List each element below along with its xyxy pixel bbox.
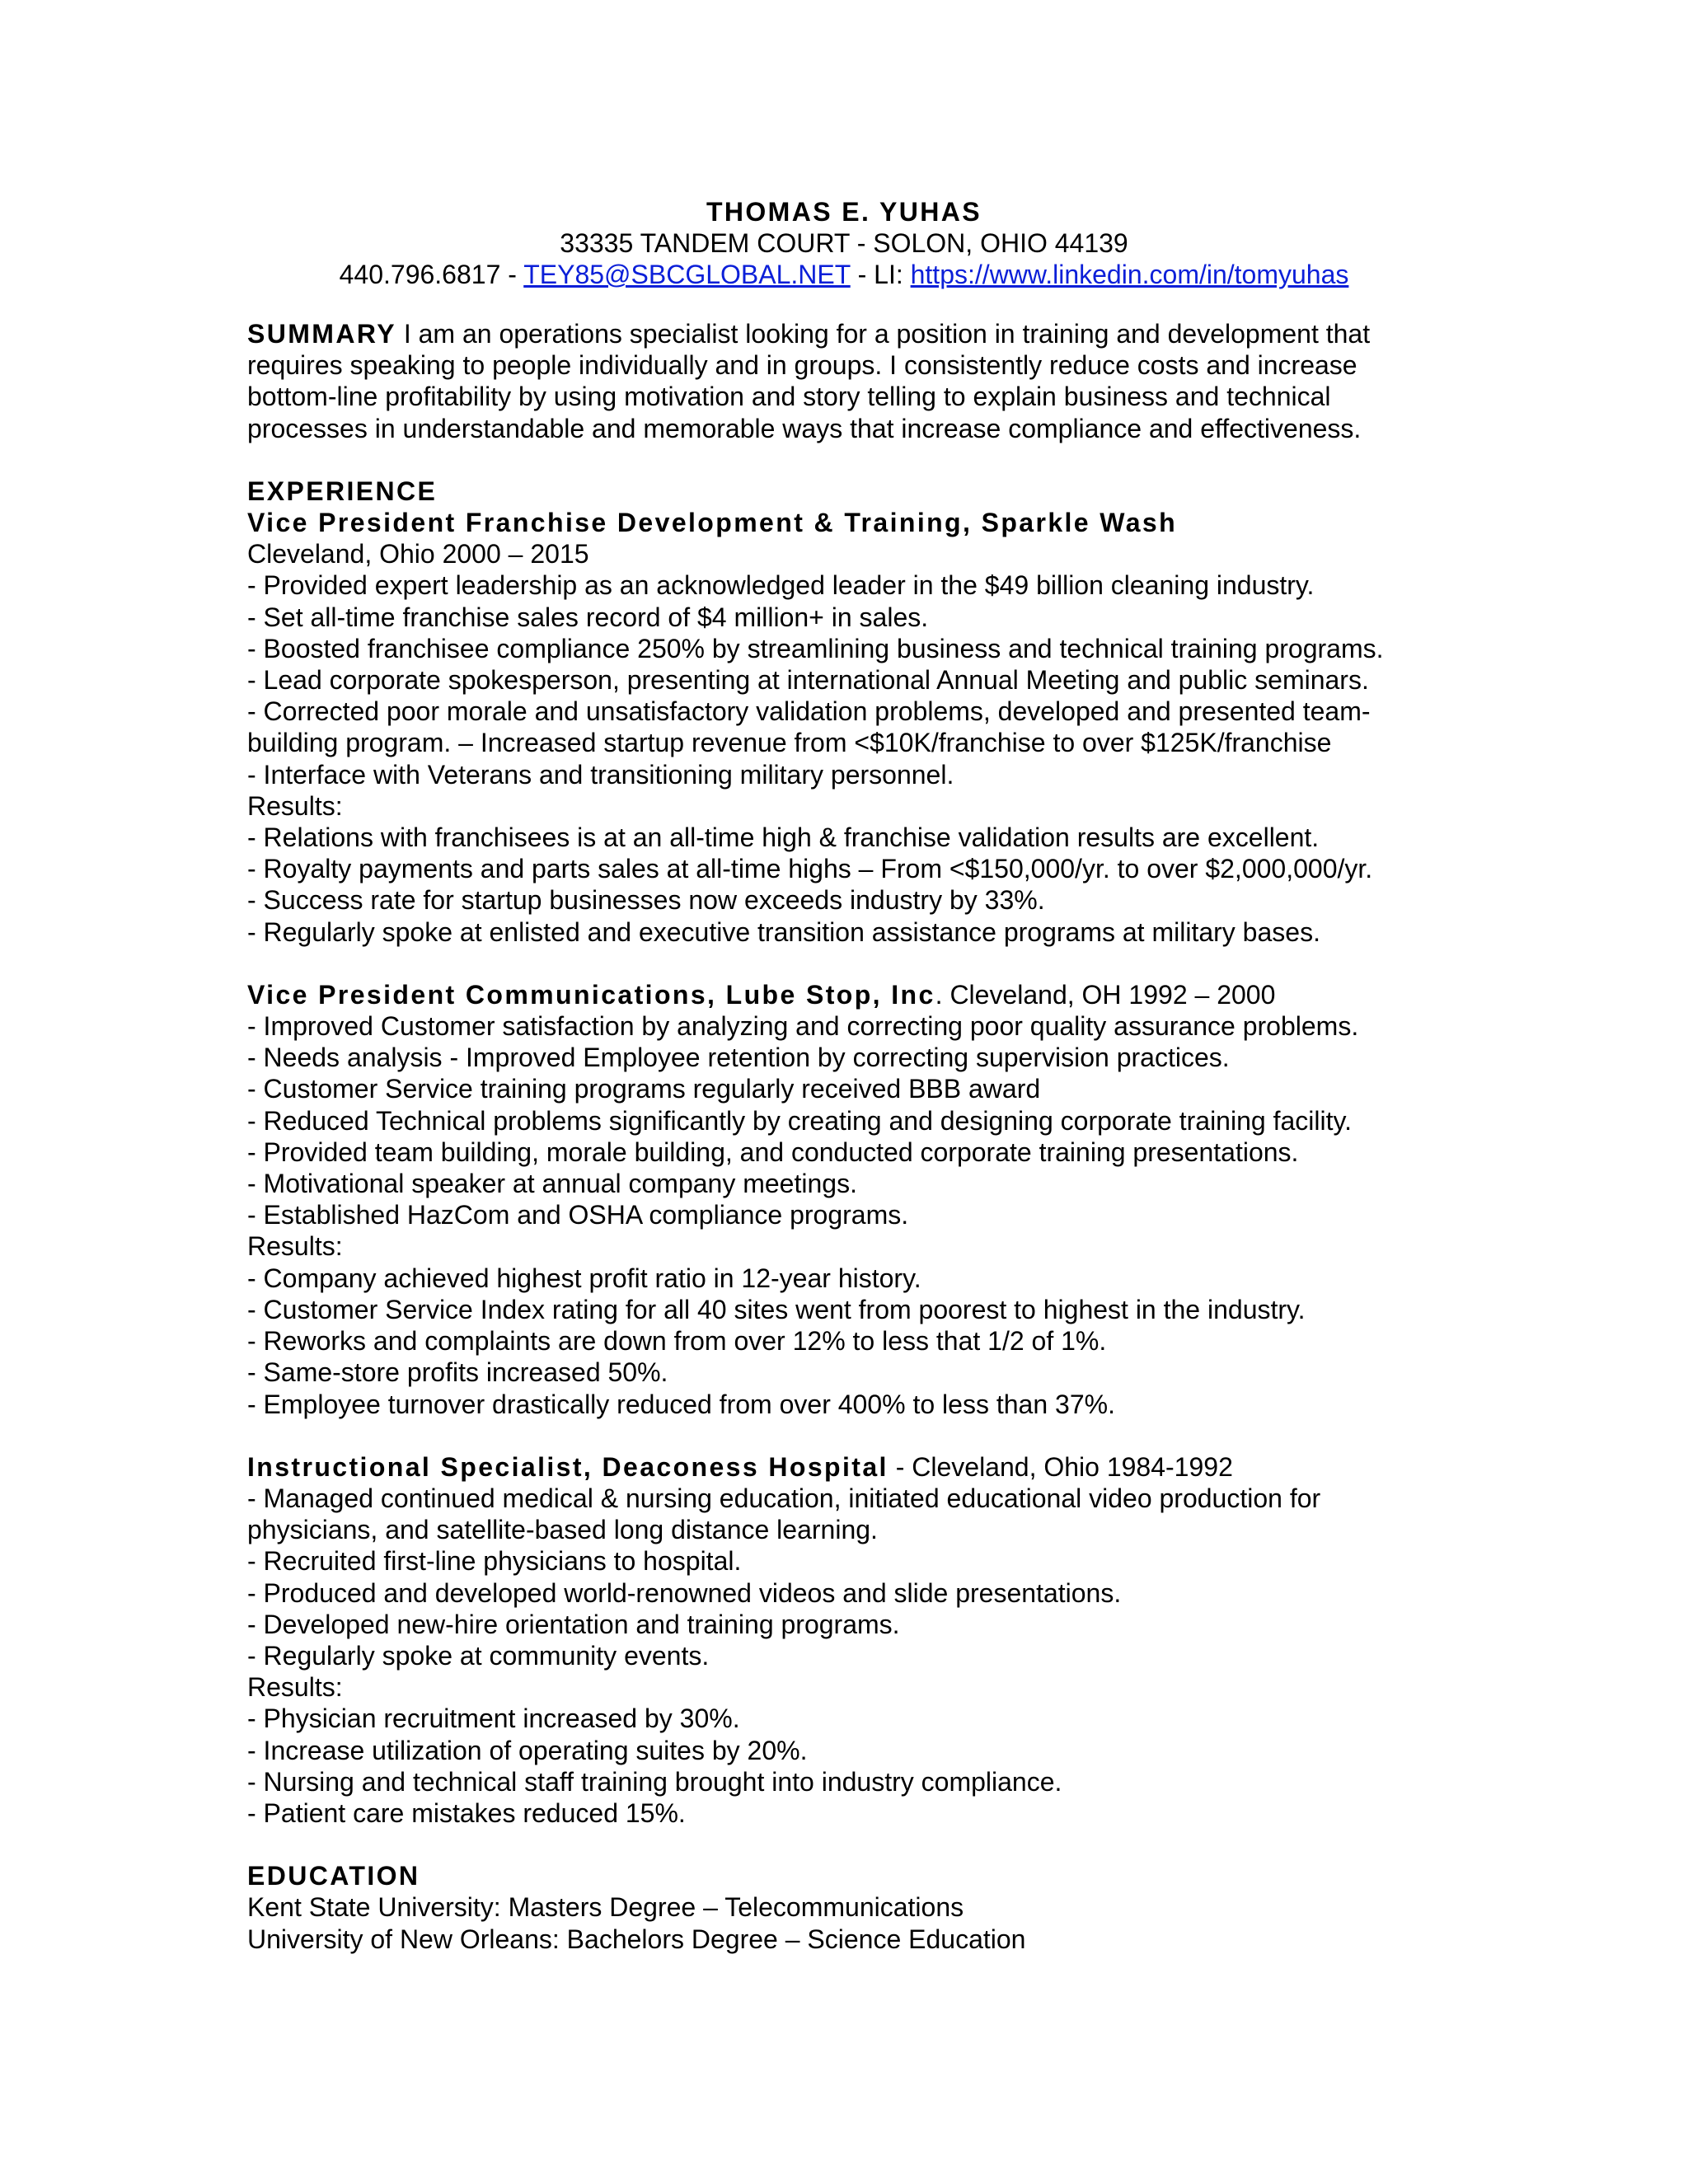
- job-bullet: - Provided team building, morale building, and conducted corporate training presentations.: [247, 1137, 1299, 1167]
- linkedin-link[interactable]: https://www.linkedin.com/in/tomyuhas: [910, 260, 1349, 290]
- job-bullet: - Developed new-hire orientation and training programs.: [247, 1609, 900, 1639]
- job-bullet: - Interface with Veterans and transitioning military personnel.: [247, 759, 954, 790]
- result-bullet: - Regularly spoke at enlisted and executive transition assistance programs at military bases.: [247, 916, 1320, 947]
- result-bullet: - Physician recruitment increased by 30%.: [247, 1704, 740, 1734]
- section-spacer: [247, 1420, 1467, 1451]
- job-bullet: - Customer Service training programs regularly received BBB award: [247, 1074, 1041, 1104]
- job-bullet: - Produced and developed world-renowned videos and slide presentations.: [247, 1577, 1122, 1608]
- resume-header: [0, 196, 1688, 291]
- section-spacer: [247, 948, 1467, 979]
- job-deaconess-hospital: [247, 1451, 1467, 1829]
- result-bullet: - Relations with franchisees is at an all-time high & franchise validation results are excellent.: [247, 823, 1320, 853]
- job-bullet: - Provided expert leadership as an acknowledged leader in the $49 billion cleaning industry.: [247, 570, 1315, 601]
- job-bullet: - Improved Customer satisfaction by analyzing and correcting poor quality assurance problems.: [247, 1011, 1359, 1042]
- job-location: - Cleveland, Ohio 1984-1992: [888, 1451, 1233, 1482]
- education-entry: University of New Orleans: Bachelors Degree – Science Education: [247, 1924, 1026, 1954]
- job-sparkle-wash: [247, 507, 1467, 948]
- experience-heading: EXPERIENCE: [247, 476, 438, 506]
- job-location: Cleveland, Ohio 2000 – 2015: [247, 539, 589, 569]
- education-entry: Kent State University: Masters Degree – Telecommunications: [247, 1892, 964, 1923]
- education-heading: EDUCATION: [247, 1861, 420, 1891]
- result-bullet: - Employee turnover drastically reduced from over 400% to less than 37%.: [247, 1389, 1115, 1419]
- result-bullet: - Company achieved highest profit ratio in 12-year history.: [247, 1263, 921, 1293]
- resume-body: [247, 318, 1467, 1955]
- section-spacer: [247, 444, 1467, 476]
- result-bullet: - Customer Service Index rating for all 40 sites went from poorest to highest in the industry.: [247, 1294, 1306, 1324]
- job-bullet: - Managed continued medical & nursing education, initiated educational video production for: [247, 1483, 1321, 1513]
- contact-line: [0, 259, 1688, 290]
- summary-line: bottom-line profitability by using motivation and story telling to explain business and technical: [247, 382, 1331, 412]
- job-bullet: building program. – Increased startup revenue from <$10K/franchise to over $125K/franchise: [247, 728, 1332, 758]
- result-bullet: - Reworks and complaints are down from over 12% to less that 1/2 of 1%.: [247, 1326, 1107, 1357]
- job-bullet: - Boosted franchisee compliance 250% by streamlining business and technical training programs.: [247, 633, 1384, 663]
- job-bullet: - Recruited first-line physicians to hospital.: [247, 1546, 742, 1577]
- results-label: Results:: [247, 1231, 343, 1262]
- result-bullet: - Nursing and technical staff training brought into industry compliance.: [247, 1766, 1062, 1797]
- summary-line: processes in understandable and memorable ways that increase compliance and effectiveness.: [247, 413, 1362, 443]
- linkedin-prefix: - LI:: [850, 260, 911, 290]
- job-bullet: - Lead corporate spokesperson, presenting at international Annual Meeting and public seminars.: [247, 665, 1369, 696]
- candidate-name: THOMAS E. YUHAS: [706, 197, 982, 227]
- results-label: Results:: [247, 790, 343, 821]
- job-title: Instructional Specialist, Deaconess Hospital: [247, 1451, 889, 1482]
- result-bullet: - Success rate for startup businesses now exceeds industry by 33%.: [247, 885, 1045, 916]
- summary-line: requires speaking to people individually and in groups. I consistently reduce costs and increase: [247, 350, 1357, 381]
- job-bullet: - Reduced Technical problems significantly by creating and designing corporate training facility.: [247, 1105, 1352, 1136]
- job-bullet: - Corrected poor morale and unsatisfactory validation problems, developed and presented team-: [247, 696, 1371, 727]
- job-bullet: - Motivational speaker at annual company meetings.: [247, 1169, 857, 1199]
- result-bullet: - Increase utilization of operating suites by 20%.: [247, 1735, 808, 1765]
- experience-section: [247, 476, 1467, 1829]
- phone-text: 440.796.6817 -: [339, 260, 524, 290]
- result-bullet: - Patient care mistakes reduced 15%.: [247, 1797, 686, 1828]
- job-header-line: [247, 979, 1467, 1010]
- job-lube-stop: [247, 979, 1467, 1420]
- job-bullet: - Established HazCom and OSHA compliance programs.: [247, 1200, 909, 1230]
- job-bullet: - Needs analysis - Improved Employee retention by correcting supervision practices.: [247, 1043, 1230, 1073]
- summary-line: [247, 318, 1467, 349]
- job-location: . Cleveland, OH 1992 – 2000: [935, 979, 1276, 1010]
- summary-heading: SUMMARY: [247, 319, 396, 349]
- result-bullet: - Same-store profits increased 50%.: [247, 1357, 668, 1388]
- results-label: Results:: [247, 1672, 343, 1703]
- candidate-address: 33335 TANDEM COURT - SOLON, OHIO 44139: [560, 228, 1128, 259]
- job-bullet: - Set all-time franchise sales record of $4 million+ in sales.: [247, 602, 929, 632]
- summary-section: [247, 318, 1467, 444]
- job-title: Vice President Communications, Lube Stop, Inc: [247, 979, 935, 1010]
- job-bullet: - Regularly spoke at community events.: [247, 1640, 710, 1671]
- section-spacer: [247, 1829, 1467, 1860]
- summary-text: I am an operations specialist looking for a position in training and development that: [396, 319, 1371, 349]
- job-title: Vice President Franchise Development & Training, Sparkle Wash: [247, 508, 1178, 538]
- email-link[interactable]: TEY85@SBCGLOBAL.NET: [523, 260, 851, 290]
- job-header-line: [247, 1451, 1467, 1483]
- result-bullet: - Royalty payments and parts sales at all-time highs – From <$150,000/yr. to over $2,000,000/yr.: [247, 854, 1373, 884]
- job-bullet: physicians, and satellite-based long distance learning.: [247, 1515, 878, 1545]
- education-section: [247, 1860, 1467, 1955]
